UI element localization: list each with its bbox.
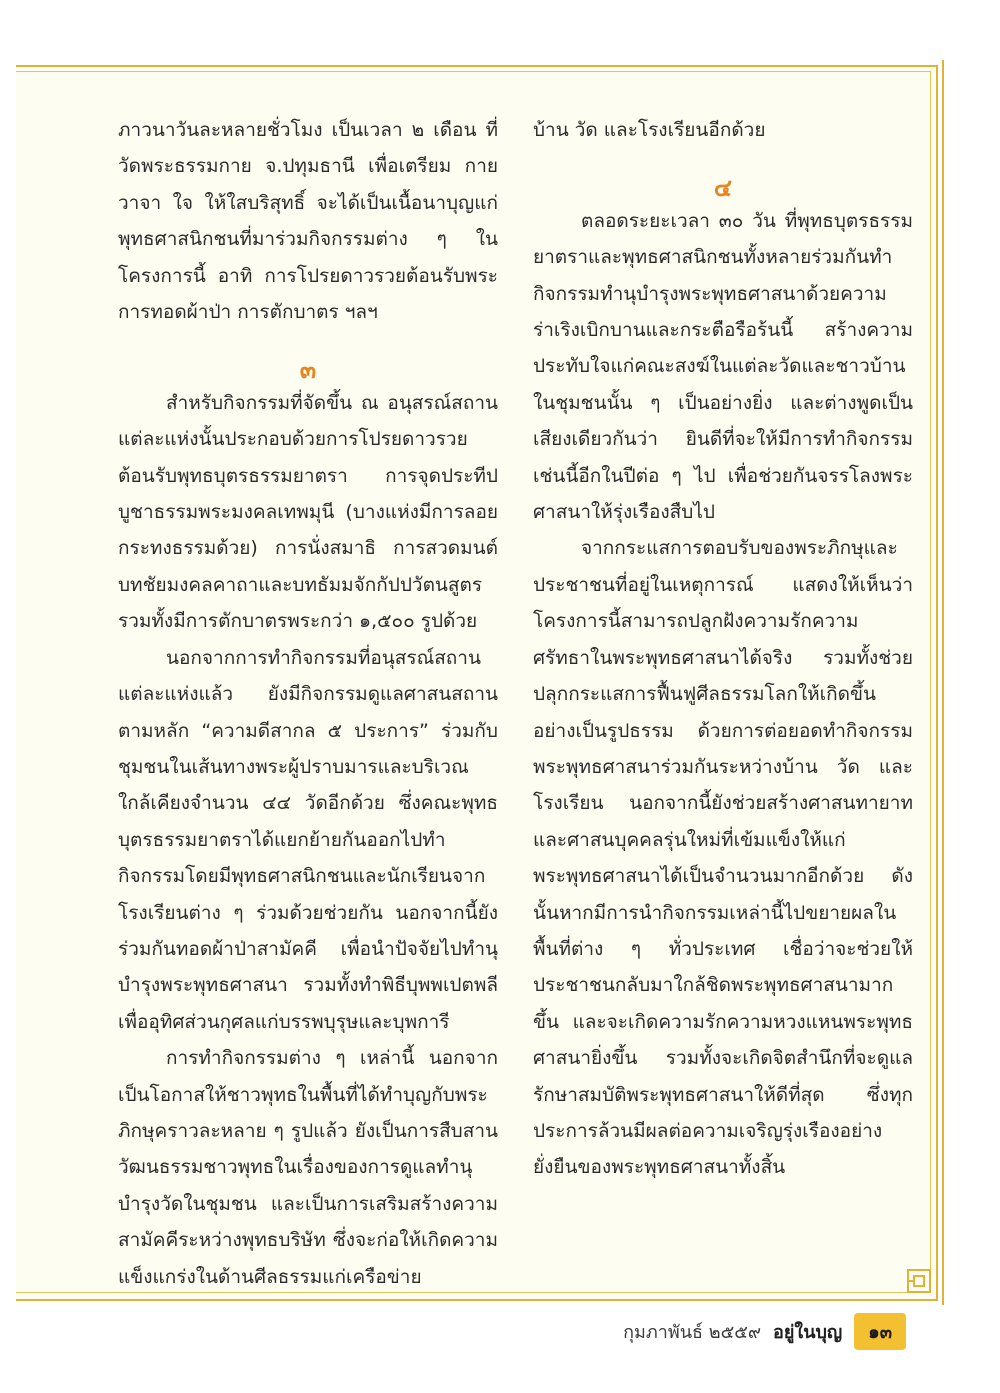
body-paragraph: นอกจากการทำกิจกรรมที่อนุสรณ์สถานแต่ละแห่งแล้ว ยังมีกิจกรรมดูแลศาสนสถานตามหลัก “ความดีสากล ๕ ประการ” ร่วมกับชุมชนในเส้นทางพระผู้ปราบมารและบริเวณใกล้เคียงจำนวน ๔๔ วัดอีกด้วย ซึ่งคณะพุทธบุตรธรรมยาตราได้แยกย้ายกันออกไปทำกิจกรรมโดยมีพุทธศาสนิกชนและนักเรียนจากโรงเรียนต่าง ๆ ร่วมด้วยช่วยกัน นอกจากนี้ยังร่วมกันทอดผ้าป่าสามัคคี เพื่อนำปัจจัยไปทำนุบำรุงพระพุทธศาสนา รวมทั้งทำพิธีบุพพเปตพลี เพื่ออุทิศส่วนกุศลแก่บรรพบุรุษและบุพการี (118, 646, 498, 1033)
section-number-3: ๓ (299, 356, 317, 385)
right-column (533, 112, 913, 1186)
body-paragraph: การทำกิจกรรมต่าง ๆ เหล่านี้ นอกจากเป็นโอกาสให้ชาวพุทธในพื้นที่ได้ทำบุญกับพระภิกษุคราวละหลาย ๆ รูปแล้ว ยังเป็นการสืบสานวัฒนธรรมชาวพุทธในเรื่องของการดูแลทำนุบำรุงวัดในชุมชน และเป็นการเสริมสร้างความสามัคคีระหว่างพุทธบริษัท ซึ่งจะก่อให้เกิดความแข็งแกร่งในด้านศีลธรรมแก่เครือข่าย (118, 1047, 498, 1288)
body-paragraph: ตลอดระยะเวลา ๓๐ วัน ที่พุทธบุตรธรรมยาตราและพุทธศาสนิกชนทั้งหลายร่วมกันทำกิจกรรมทำนุบำรุงพระพุทธศาสนาด้วยความร่าเริงเบิกบานและกระตือรือร้นนี้ สร้างความประทับใจแก่คณะสงฆ์ในแต่ละวัดและชาวบ้านในชุมชนนั้น ๆ เป็นอย่างยิ่ง และต่างพูดเป็นเสียงเดียวกันว่า ยินดีที่จะให้มีการทำกิจกรรมเช่นนี้อีกในปีต่อ ๆ ไป เพื่อช่วยกันจรรโลงพระศาสนาให้รุ่งเรืองสืบไป (533, 209, 913, 524)
page-frame-edge (930, 60, 944, 1305)
page-footer (623, 1314, 906, 1348)
section-number-4: ๔ (713, 174, 733, 203)
page-number-badge: ๑๓ (854, 1313, 906, 1350)
magazine-title: อยู่ในบุญ (773, 1321, 843, 1343)
corner-ornament-icon (906, 1268, 932, 1294)
left-column (118, 112, 498, 1295)
right-intro-paragraph: บ้าน วัด และโรงเรียนอีกด้วย (533, 119, 766, 141)
footer-date: กุมภาพันธ์ ๒๕๕๙ (623, 1321, 762, 1343)
left-intro-paragraph: ภาวนาวันละหลายชั่วโมง เป็นเวลา ๒ เดือน ที่วัดพระธรรมกาย จ.ปทุมธานี เพื่อเตรียม กาย วาจา ใจ ให้ใสบริสุทธิ์ จะได้เป็นเนื้อนาบุญแก่พุทธศาสนิกชนที่มาร่วมกิจกรรมต่าง ๆ ในโครงการนี้ อาทิ การโปรยดาวรวยต้อนรับพระ การทอดผ้าป่า การตักบาตร ฯลฯ (118, 119, 498, 324)
body-paragraph: จากกระแสการตอบรับของพระภิกษุและประชาชนที่อยู่ในเหตุการณ์ แสดงให้เห็นว่าโครงการนี้สามารถปลูกฝังความรักความศรัทธาในพระพุทธศาสนาได้จริง รวมทั้งช่วยปลุกกระแสการฟื้นฟูศีลธรรมโลกให้เกิดขึ้นอย่างเป็นรูปธรรม ด้วยการต่อยอดทำกิจกรรมพระพุทธศาสนาร่วมกันระหว่างบ้าน วัด และโรงเรียน นอกจากนี้ยังช่วยสร้างศาสนทายาทและศาสนบุคคลรุ่นใหม่ที่เข้มแข็งให้แก่พระพุทธศาสนาได้เป็นจำนวนมากอีกด้วย ดังนั้นหากมีการนำกิจกรรมเหล่านี้ไปขยายผลในพื้นที่ต่าง ๆ ทั่วประเทศ เชื่อว่าจะช่วยให้ประชาชนกลับมาใกล้ชิดพระพุทธศาสนามากขึ้น และจะเกิดความรักความหวงแหนพระพุทธศาสนายิ่งขึ้น รวมทั้งจะเกิดจิตสำนึกที่จะดูแลรักษาสมบัติพระพุทธศาสนาให้ดีที่สุด ซึ่งทุกประการล้วนมีผลต่อความเจริญรุ่งเรืองอย่างยั่งยืนของพระพุทธศาสนาทั้งสิ้น (533, 537, 913, 1179)
body-paragraph: สำหรับกิจกรรมที่จัดขึ้น ณ อนุสรณ์สถานแต่ละแห่งนั้นประกอบด้วยการโปรยดาวรวยต้อนรับพุทธบุตรธรรมยาตรา การจุดประทีปบูชาธรรมพระมงคลเทพมุนี (บางแห่งมีการลอยกระทงธรรมด้วย) การนั่งสมาธิ การสวดมนต์บทชัยมงคลคาถาและบทธัมมจักกัปปวัตนสูตร รวมทั้งมีการตักบาตรพระกว่า ๑,๕๐๐ รูปด้วย (118, 391, 498, 633)
